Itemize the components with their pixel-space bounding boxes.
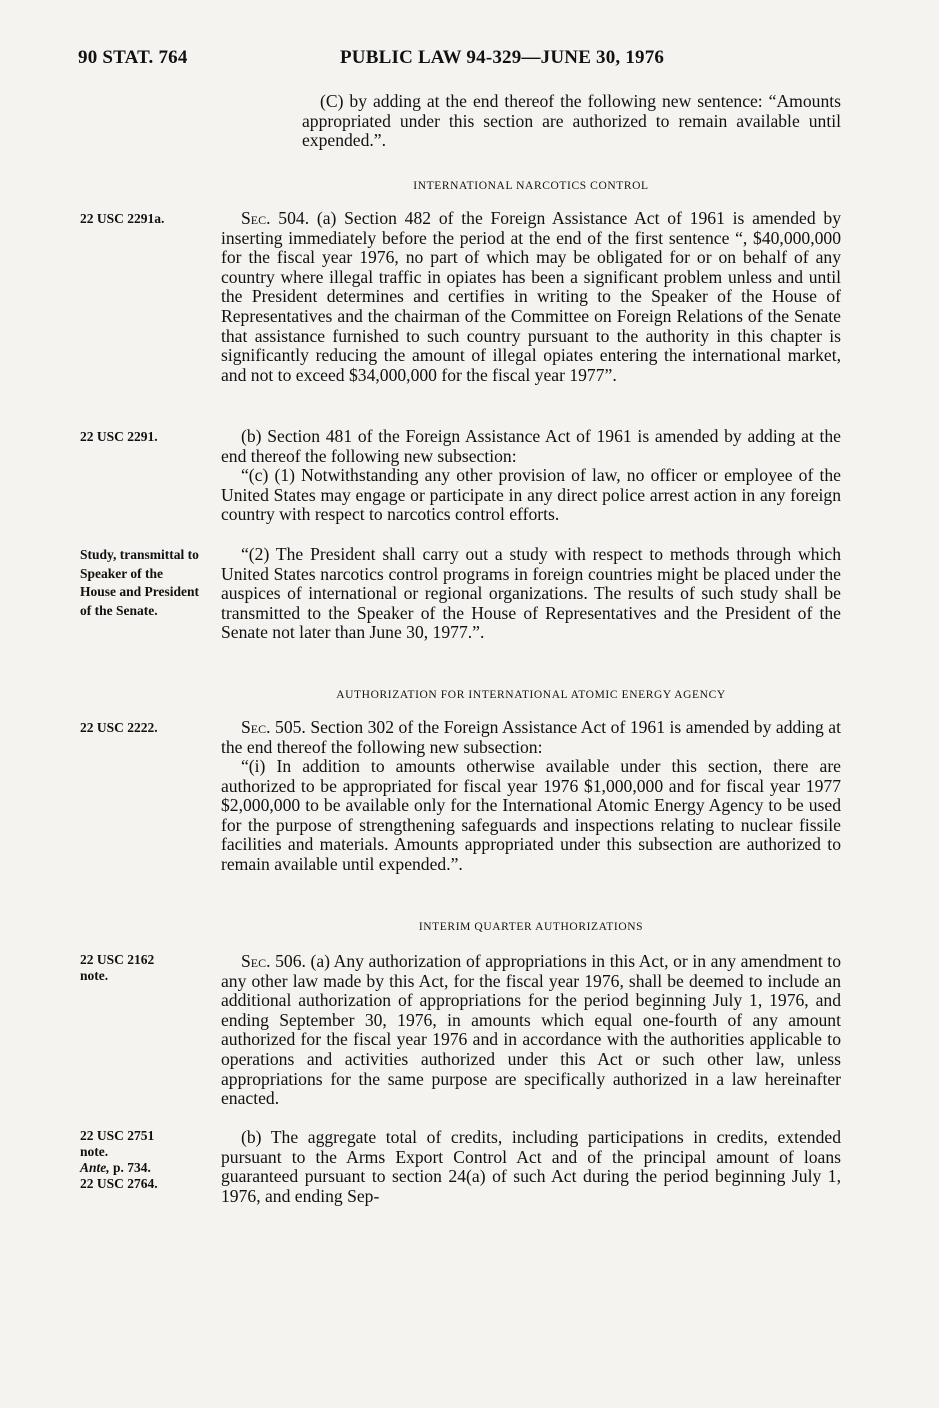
margin-note-22-usc-2291: 22 USC 2291. (80, 429, 158, 444)
sec-label: Sec. (241, 717, 271, 737)
margin-note-ante (80, 1160, 205, 1176)
ante-label: Ante, (80, 1160, 110, 1175)
sec-506-b: (b) The aggregate total of credits, including participations in credits, extended pursuant to the Arms Export Control Act and of the principal amount of loans guaranteed pursuant to section 24(a) of such Act during the period beginning July 1, 1976, and ending Sep- (221, 1127, 841, 1206)
sec-505-intro-text: 505. Section 302 of the Foreign Assistance Act of 1961 is amended by adding at the end thereof the following new subsection: (221, 717, 841, 757)
sec-label: Sec. (241, 951, 271, 971)
sec-506-a-text: 506. (a) Any authorization of appropriations in this Act, or in any amendment to any other law made by this Act, for the fiscal year 1976, shall be deemed to include an additional authorization of appropriations for the period beginning July 1, 1976, and ending September 30, 1976, in amounts which equal one-fourth of any amount authorized for the fiscal year 1976 and in accordance with the authorities applicable to operations and activities authorized under this Act or such other law, unless appropriations for the same purpose are specifically authorized in a law hereinafter enacted. (221, 951, 841, 1109)
margin-note-22-usc-2291a: 22 USC 2291a. (80, 211, 165, 226)
margin-note-line: note. (80, 968, 109, 983)
margin-note-22-usc-2222: 22 USC 2222. (80, 720, 158, 735)
sec-label: Sec. (241, 208, 271, 228)
sec-505-intro (221, 718, 841, 757)
sec-504-a-text: 504. (a) Section 482 of the Foreign Assistance Act of 1961 is amended by inserting immediately before the period at the end of the first sentence “, $40,000,000 for the fiscal year 1976, no part of which may be obligated for or on behalf of any country where illegal traffic in opiates has been a significant problem unless and until the President determines and certifies in writing to the Speaker of the House of Representatives and the chairman of the Committee on Foreign Relations of the Senate that assistance furnished to such country pursuant to the authority in this chapter is significantly reducing the amount of illegal opiates entering the international market, and not to exceed $34,000,000 for the fiscal year 1977”. (221, 208, 841, 385)
margin-note-line: 22 USC 2751 (80, 1128, 155, 1143)
sec-506-a (221, 952, 841, 1109)
margin-note-line: note. (80, 1144, 109, 1159)
margin-note-line: 22 USC 2162 (80, 952, 155, 967)
stat-page-number: 90 STAT. 764 (78, 47, 188, 68)
paragraph-c: (C) by adding at the end thereof the following new sentence: “Amounts appropriated under this section are authorized to remain available until expended.”. (302, 91, 841, 151)
margin-note-line: 22 USC 2764. (80, 1176, 158, 1191)
heading-interim-quarter: INTERIM QUARTER AUTHORIZATIONS (418, 921, 644, 933)
margin-note-22-usc-2751 (80, 1128, 205, 1192)
sec-505-i: “(i) In addition to amounts otherwise available under this section, there are authorized to be appropriated for fiscal year 1976 $1,000,000 and for fiscal year 1977 $2,000,000 to be available only for the International Atomic Energy Agency to be used for the purpose of strengthening safeguards and inspections relating to nuclear fissile facilities and materials. Amounts appropriated under this subsection are authorized to remain available until expended.”. (221, 756, 841, 874)
sec-504-c1: “(c) (1) Notwithstanding any other provision of law, no officer or employee of the United States may engage or participate in any direct police arrest action in any foreign country with respect to narcotics control efforts. (221, 465, 841, 525)
margin-note-study: Study, transmittal to Speaker of the House and President of the Senate. (80, 547, 200, 618)
sec-504-c2: “(2) The President shall carry out a study with respect to methods through which United States narcotics control programs in foreign countries might be placed under the auspices of international or regional organizations. The results of such study shall be transmitted to the Speaker of the House of Representatives and the President of the Senate not later than June 30, 1977.”. (221, 544, 841, 643)
ante-page: p. 734. (109, 1160, 151, 1175)
margin-note-22-usc-2162 (80, 952, 205, 984)
heading-atomic-energy-agency: AUTHORIZATION FOR INTERNATIONAL ATOMIC ENERGY AGENCY (336, 689, 726, 701)
sec-504-b: (b) Section 481 of the Foreign Assistance Act of 1961 is amended by adding at the end thereof the following new subsection: (221, 426, 841, 466)
heading-narcotics-control: INTERNATIONAL NARCOTICS CONTROL (413, 180, 649, 192)
sec-504-a (221, 209, 841, 385)
law-title-header: PUBLIC LAW 94-329—JUNE 30, 1976 (340, 47, 665, 68)
